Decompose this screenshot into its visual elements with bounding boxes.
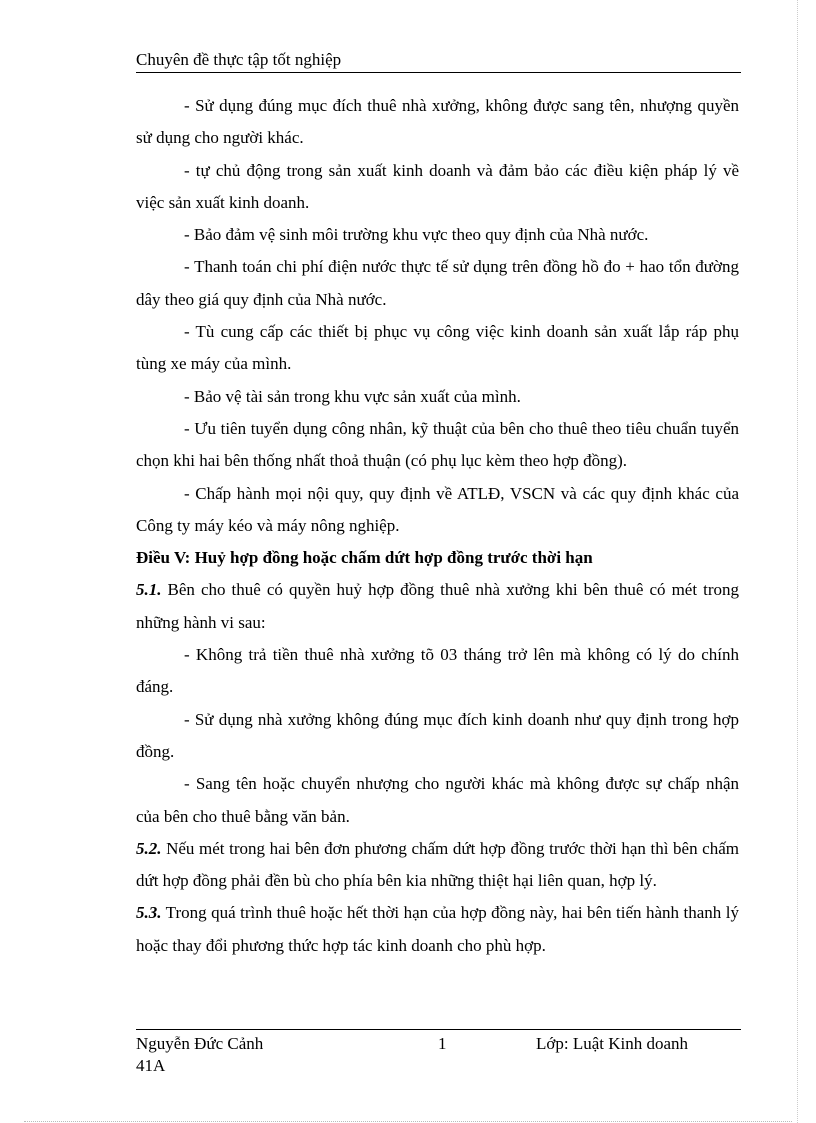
paragraph: - Không trả tiền thuê nhà xưởng tõ 03 tháng trở lên mà không có lý do chính đáng. — [136, 645, 739, 697]
paragraph: - Ưu tiên tuyển dụng công nhân, kỹ thuật của bên cho thuê theo tiêu chuẩn tuyển chọn khi hai bên thống nhất thoả thuận (có phụ lục kèm theo hợp đồng). — [136, 418, 739, 471]
document-body — [136, 90, 739, 962]
paragraph: - Sử dụng đúng mục đích thuê nhà xưởng, không được sang tên, nhượng quyền sử dụng cho người khác. — [136, 96, 739, 148]
footer-class: Lớp: Luật Kinh doanh — [536, 1034, 689, 1053]
footer-divider — [136, 1029, 741, 1030]
clause-5-2 — [136, 833, 739, 898]
page-number: 1 — [438, 1034, 447, 1053]
section-heading: Điều V: Huỷ hợp đồng hoặc chấm dứt hợp đồng trước thời hạn — [136, 548, 593, 568]
page-boundary-bottom — [24, 1121, 792, 1122]
clause-number: 5.1. — [136, 580, 162, 600]
footer-class-suffix: 41A — [136, 1056, 166, 1075]
clause-number: 5.2. — [136, 838, 162, 858]
paragraph: - Bảo đảm vệ sinh môi trường khu vực theo quy định của Nhà nước. — [184, 225, 649, 245]
clause-5-1 — [136, 574, 739, 639]
paragraph: - Sử dụng nhà xưởng không đúng mục đích kinh doanh như quy định trong hợp đồng. — [136, 709, 739, 761]
clause-number: 5.3. — [136, 903, 162, 923]
footer-author: Nguyễn Đức Cảnh — [136, 1034, 264, 1053]
paragraph: - Bảo vệ tài sản trong khu vực sản xuất của mình. — [184, 386, 521, 406]
page-boundary-right — [797, 0, 798, 1123]
clause-text: Nếu mét trong hai bên đơn phương chấm dứt hợp đồng trước thời hạn thì bên chấm dứt hợp đồng phải đền bù cho phía bên kia những thiệt hại liên quan, hợp lý. — [136, 838, 739, 891]
clause-5-3 — [136, 897, 739, 962]
clause-text: Trong quá trình thuê hoặc hết thời hạn của hợp đồng này, hai bên tiến hành thanh lý hoặc thay đổi phương thức hợp tác kinh doanh cho phù hợp. — [136, 903, 739, 955]
paragraph: - tự chủ động trong sản xuất kinh doanh và đảm bảo các điều kiện pháp lý về việc sản xuất kinh doanh. — [136, 160, 739, 212]
clause-text: Bên cho thuê có quyền huỷ hợp đồng thuê nhà xưởng khi bên thuê có mét trong những hành vi sau: — [136, 580, 739, 632]
header-title: Chuyên đề thực tập tốt nghiệp — [136, 50, 342, 69]
paragraph: - Thanh toán chi phí điện nước thực tế sử dụng trên đồng hồ đo + hao tổn đường dây theo giá quy định của Nhà nước. — [136, 257, 739, 309]
page-header — [136, 50, 741, 73]
paragraph: - Sang tên hoặc chuyển nhượng cho người khác mà không được sự chấp nhận của bên cho thuê bằng văn bản. — [136, 774, 739, 826]
paragraph: - Chấp hành mọi nội quy, quy định về ATLĐ, VSCN và các quy định khác của Công ty máy kéo và máy nông nghiệp. — [136, 483, 739, 535]
paragraph: - Tù cung cấp các thiết bị phục vụ công việc kinh doanh sản xuất lắp ráp phụ tùng xe máy của mình. — [136, 322, 739, 374]
